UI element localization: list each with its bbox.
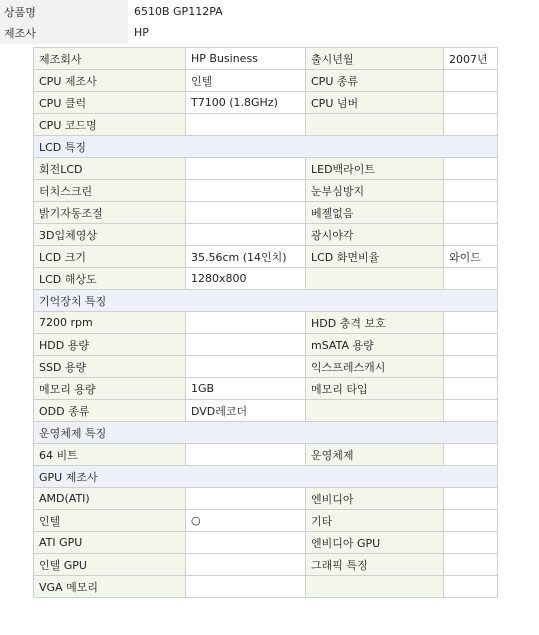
spec-row xyxy=(34,334,498,356)
spec-value xyxy=(444,224,498,246)
spec-label: ATI GPU xyxy=(34,532,186,554)
section-title: LCD 특징 xyxy=(34,136,498,158)
spec-row xyxy=(34,444,498,466)
spec-value xyxy=(444,92,498,114)
spec-label: 인텔 xyxy=(34,510,186,532)
spec-value xyxy=(186,158,306,180)
spec-label: HDD 충격 보호 xyxy=(306,312,444,334)
spec-value: 35.56cm (14인치) xyxy=(186,246,306,268)
spec-value xyxy=(186,334,306,356)
spec-label: AMD(ATI) xyxy=(34,488,186,510)
spec-value xyxy=(186,202,306,224)
spec-label: HDD 용량 xyxy=(34,334,186,356)
spec-value xyxy=(186,224,306,246)
product-name-row xyxy=(0,0,539,23)
spec-label: LCD 해상도 xyxy=(34,268,186,290)
spec-label: CPU 넘버 xyxy=(306,92,444,114)
spec-row xyxy=(34,312,498,334)
spec-label: LCD 크기 xyxy=(34,246,186,268)
spec-value xyxy=(186,532,306,554)
spec-row xyxy=(34,92,498,114)
spec-label: 회전LCD xyxy=(34,158,186,180)
spec-value xyxy=(444,576,498,598)
spec-value xyxy=(186,576,306,598)
spec-row xyxy=(34,268,498,290)
spec-label: 7200 rpm xyxy=(34,312,186,334)
spec-label: 밝기자동조절 xyxy=(34,202,186,224)
spec-row xyxy=(34,554,498,576)
spec-label xyxy=(306,400,444,422)
spec-label xyxy=(306,114,444,136)
spec-value: DVD레코더 xyxy=(186,400,306,422)
spec-value: 와이드 xyxy=(444,246,498,268)
spec-row xyxy=(34,400,498,422)
spec-value xyxy=(186,444,306,466)
spec-value: 인텔 xyxy=(186,70,306,92)
spec-label xyxy=(306,576,444,598)
spec-row xyxy=(34,224,498,246)
spec-value xyxy=(186,356,306,378)
manufacturer-value: HP xyxy=(134,26,149,39)
spec-label: mSATA 용량 xyxy=(306,334,444,356)
spec-table xyxy=(33,47,498,598)
spec-value xyxy=(186,488,306,510)
spec-label: 메모리 타입 xyxy=(306,378,444,400)
spec-label: 인텔 GPU xyxy=(34,554,186,576)
spec-value xyxy=(444,114,498,136)
spec-label: LED백라이트 xyxy=(306,158,444,180)
section-header-row xyxy=(34,290,498,312)
section-title: 운영체제 특징 xyxy=(34,422,498,444)
spec-value xyxy=(444,356,498,378)
spec-value xyxy=(444,510,498,532)
spec-label: 광시야각 xyxy=(306,224,444,246)
spec-value xyxy=(444,202,498,224)
section-title: GPU 제조사 xyxy=(34,466,498,488)
spec-row xyxy=(34,114,498,136)
spec-value xyxy=(186,554,306,576)
spec-label: CPU 종류 xyxy=(306,70,444,92)
spec-row xyxy=(34,70,498,92)
spec-row xyxy=(34,378,498,400)
spec-value xyxy=(444,554,498,576)
spec-value xyxy=(444,532,498,554)
spec-row xyxy=(34,576,498,598)
spec-value xyxy=(444,334,498,356)
spec-label: 3D입체영상 xyxy=(34,224,186,246)
spec-value xyxy=(186,312,306,334)
spec-value xyxy=(444,70,498,92)
spec-label: 엔비디아 xyxy=(306,488,444,510)
spec-label: 익스프레스캐시 xyxy=(306,356,444,378)
spec-label: CPU 제조사 xyxy=(34,70,186,92)
spec-label: 제조회사 xyxy=(34,48,186,70)
spec-row xyxy=(34,510,498,532)
spec-row xyxy=(34,48,498,70)
spec-value: 1GB xyxy=(186,378,306,400)
section-header-row xyxy=(34,136,498,158)
spec-value: 1280x800 xyxy=(186,268,306,290)
spec-table-body xyxy=(34,48,498,598)
spec-label: 64 비트 xyxy=(34,444,186,466)
spec-value xyxy=(444,444,498,466)
spec-label: 운영체제 xyxy=(306,444,444,466)
spec-row xyxy=(34,180,498,202)
spec-label: VGA 메모리 xyxy=(34,576,186,598)
spec-value xyxy=(444,180,498,202)
spec-label: 그래픽 특징 xyxy=(306,554,444,576)
spec-value xyxy=(444,268,498,290)
product-name-value: 6510B GP112PA xyxy=(134,5,223,18)
spec-label: CPU 코드명 xyxy=(34,114,186,136)
spec-label: SSD 용량 xyxy=(34,356,186,378)
spec-row xyxy=(34,532,498,554)
manufacturer-row xyxy=(0,21,539,44)
section-header-row xyxy=(34,466,498,488)
spec-label: ODD 종류 xyxy=(34,400,186,422)
product-name-label: 상품명 xyxy=(0,0,128,23)
spec-value xyxy=(444,488,498,510)
spec-label xyxy=(306,268,444,290)
spec-label: 메모리 용량 xyxy=(34,378,186,400)
spec-value xyxy=(444,312,498,334)
spec-value: T7100 (1.8GHz) xyxy=(186,92,306,114)
spec-label: CPU 클럭 xyxy=(34,92,186,114)
spec-value xyxy=(186,180,306,202)
spec-label: 눈부심방지 xyxy=(306,180,444,202)
spec-label: LCD 화면비율 xyxy=(306,246,444,268)
spec-value: HP Business xyxy=(186,48,306,70)
section-title: 기억장치 특징 xyxy=(34,290,498,312)
spec-label: 베젤없음 xyxy=(306,202,444,224)
spec-row xyxy=(34,356,498,378)
spec-row xyxy=(34,158,498,180)
spec-label: 출시년월 xyxy=(306,48,444,70)
manufacturer-label: 제조사 xyxy=(0,21,128,44)
spec-label: 엔비디아 GPU xyxy=(306,532,444,554)
spec-label: 기타 xyxy=(306,510,444,532)
spec-row xyxy=(34,488,498,510)
spec-value: ○ xyxy=(186,510,306,532)
spec-value: 2007년 xyxy=(444,48,498,70)
spec-value xyxy=(444,378,498,400)
spec-value xyxy=(186,114,306,136)
spec-label: 터치스크린 xyxy=(34,180,186,202)
spec-value xyxy=(444,400,498,422)
spec-row xyxy=(34,246,498,268)
spec-row xyxy=(34,202,498,224)
spec-value xyxy=(444,158,498,180)
section-header-row xyxy=(34,422,498,444)
